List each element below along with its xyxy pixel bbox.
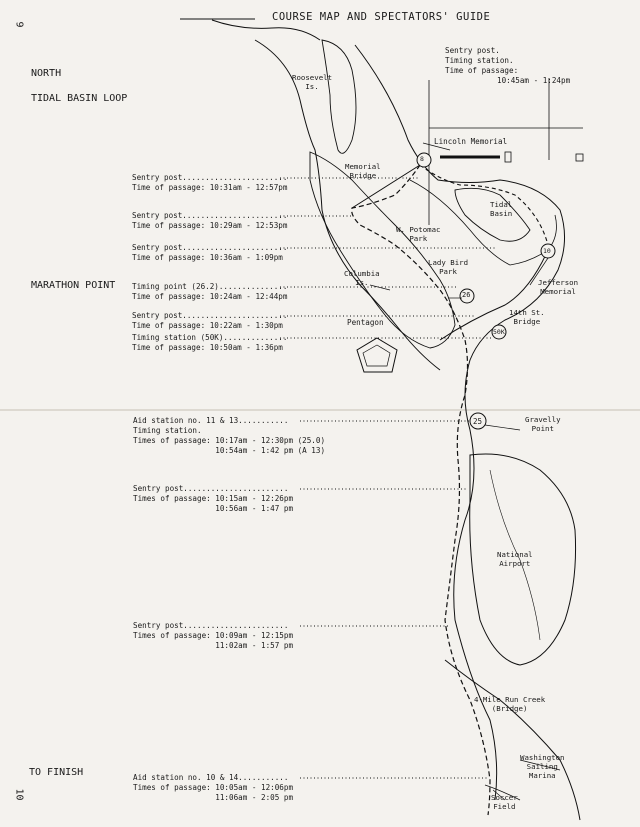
checkpoint-6-timing: Timing station.: [133, 426, 202, 435]
checkpoint-4-label: Timing point (26.2)...............: [132, 282, 288, 291]
place-four-mile-run-creek: 4-Mile Run Creek (Bridge): [474, 695, 546, 713]
place-lady-bird-park: Lady Bird Park: [428, 258, 469, 276]
checkpoint-9-label: Aid station no. 10 & 14...........: [133, 773, 289, 782]
place-washington-sailing-marina: Washington Sailing Marina: [520, 753, 565, 780]
checkpoint-1-time: Time of passage: 10:31am - 12:57pm: [132, 183, 288, 192]
checkpoint-7-time: Times of passage: 10:15am - 12:26pm: [133, 494, 294, 503]
place-national-airport: National Airport: [497, 550, 533, 568]
checkpoint-5-label: Sentry post.......................: [132, 311, 288, 320]
washington-monument: [505, 152, 511, 162]
page-number-top: 9: [13, 21, 25, 28]
course-route: [352, 165, 490, 815]
checkpoint-1-label: Sentry post.......................: [132, 173, 288, 182]
marker-10-label: 10: [543, 247, 551, 255]
section-to-finish: TO FINISH: [29, 767, 84, 778]
checkpoint-9-time2: 11:06am - 2:05 pm: [133, 793, 294, 802]
place-gravelly-point: Gravelly Point: [525, 415, 561, 433]
checkpoint-5-label2: Timing station (50K)..............: [132, 333, 288, 342]
capitol-box: [576, 154, 583, 161]
marker-50k-label: 50K: [493, 328, 505, 336]
place-w-potomac-park: W. Potomac Park: [396, 225, 441, 243]
checkpoint-2-label: Sentry post.......................: [132, 211, 288, 220]
checkpoint-7-label: Sentry post.......................: [133, 484, 289, 493]
section-marathon-point: MARATHON POINT: [31, 280, 116, 291]
checkpoint-5-time: Time of passage: 10:22am - 1:30pm: [132, 321, 283, 330]
roosevelt-island: [322, 40, 356, 153]
checkpoint-6-time2: 10:54am - 1:42 pm (A 13): [133, 446, 326, 455]
checkpoint-7-time2: 10:56am - 1:47 pm: [133, 504, 294, 513]
checkpoint-6-label: Aid station no. 11 & 13...........: [133, 416, 289, 425]
place-tidal-basin: Tidal Basin: [490, 200, 513, 218]
top-note-line1: Sentry post.: [445, 46, 500, 55]
top-note-line4: 10:45am - 1:24pm: [497, 76, 571, 85]
place-soccer-field: Soccer Field: [491, 793, 518, 811]
checkpoint-3-label: Sentry post.......................: [132, 243, 288, 252]
checkpoint-3-time: Time of passage: 10:36am - 1:09pm: [132, 253, 283, 262]
marker-8-label: 8: [420, 155, 424, 163]
place-14th-st-bridge: 14th St. Bridge: [509, 308, 545, 326]
top-note-line3: Time of passage:: [445, 66, 519, 75]
marker-25-label: 25: [473, 417, 483, 426]
section-tidal-basin-loop: TIDAL BASIN LOOP: [31, 93, 128, 104]
place-lincoln-memorial: Lincoln Memorial: [434, 137, 508, 146]
section-north: NORTH: [31, 68, 62, 79]
marker-26-label: 26: [462, 291, 471, 299]
checkpoint-2-time: Time of passage: 10:29am - 12:53pm: [132, 221, 288, 230]
checkpoint-4-time: Time of passage: 10:24am - 12:44pm: [132, 292, 288, 301]
checkpoint-8-time2: 11:02am - 1:57 pm: [133, 641, 294, 650]
page-number-bottom: 10: [13, 788, 25, 801]
place-pentagon: Pentagon: [347, 318, 384, 327]
checkpoint-9-time: Times of passage: 10:05am - 12:06pm: [133, 783, 294, 792]
top-note-line2: Timing station.: [445, 56, 514, 65]
place-memorial-bridge: Memorial Bridge: [345, 162, 381, 180]
place-jefferson-memorial: Jefferson Memorial: [538, 278, 579, 296]
river-north: [212, 20, 320, 40]
place-columbia-island: Columbia Is.: [344, 269, 380, 287]
w-potomac-park-edge: [410, 180, 556, 265]
page-title: COURSE MAP AND SPECTATORS' GUIDE: [272, 11, 491, 23]
pentagon-shape: [357, 338, 397, 372]
checkpoint-6-time: Times of passage: 10:17am - 12:30pm (25.0): [133, 436, 326, 445]
checkpoint-5-time2: Time of passage: 10:50am - 1:36pm: [132, 343, 283, 352]
pentagon-inner: [363, 345, 390, 366]
place-roosevelt-island: Roosevelt Is.: [292, 73, 333, 91]
checkpoint-8-time: Times of passage: 10:09am - 12:15pm: [133, 631, 294, 640]
checkpoint-8-label: Sentry post.......................: [133, 621, 289, 630]
gravelly-arrow: [485, 425, 520, 430]
